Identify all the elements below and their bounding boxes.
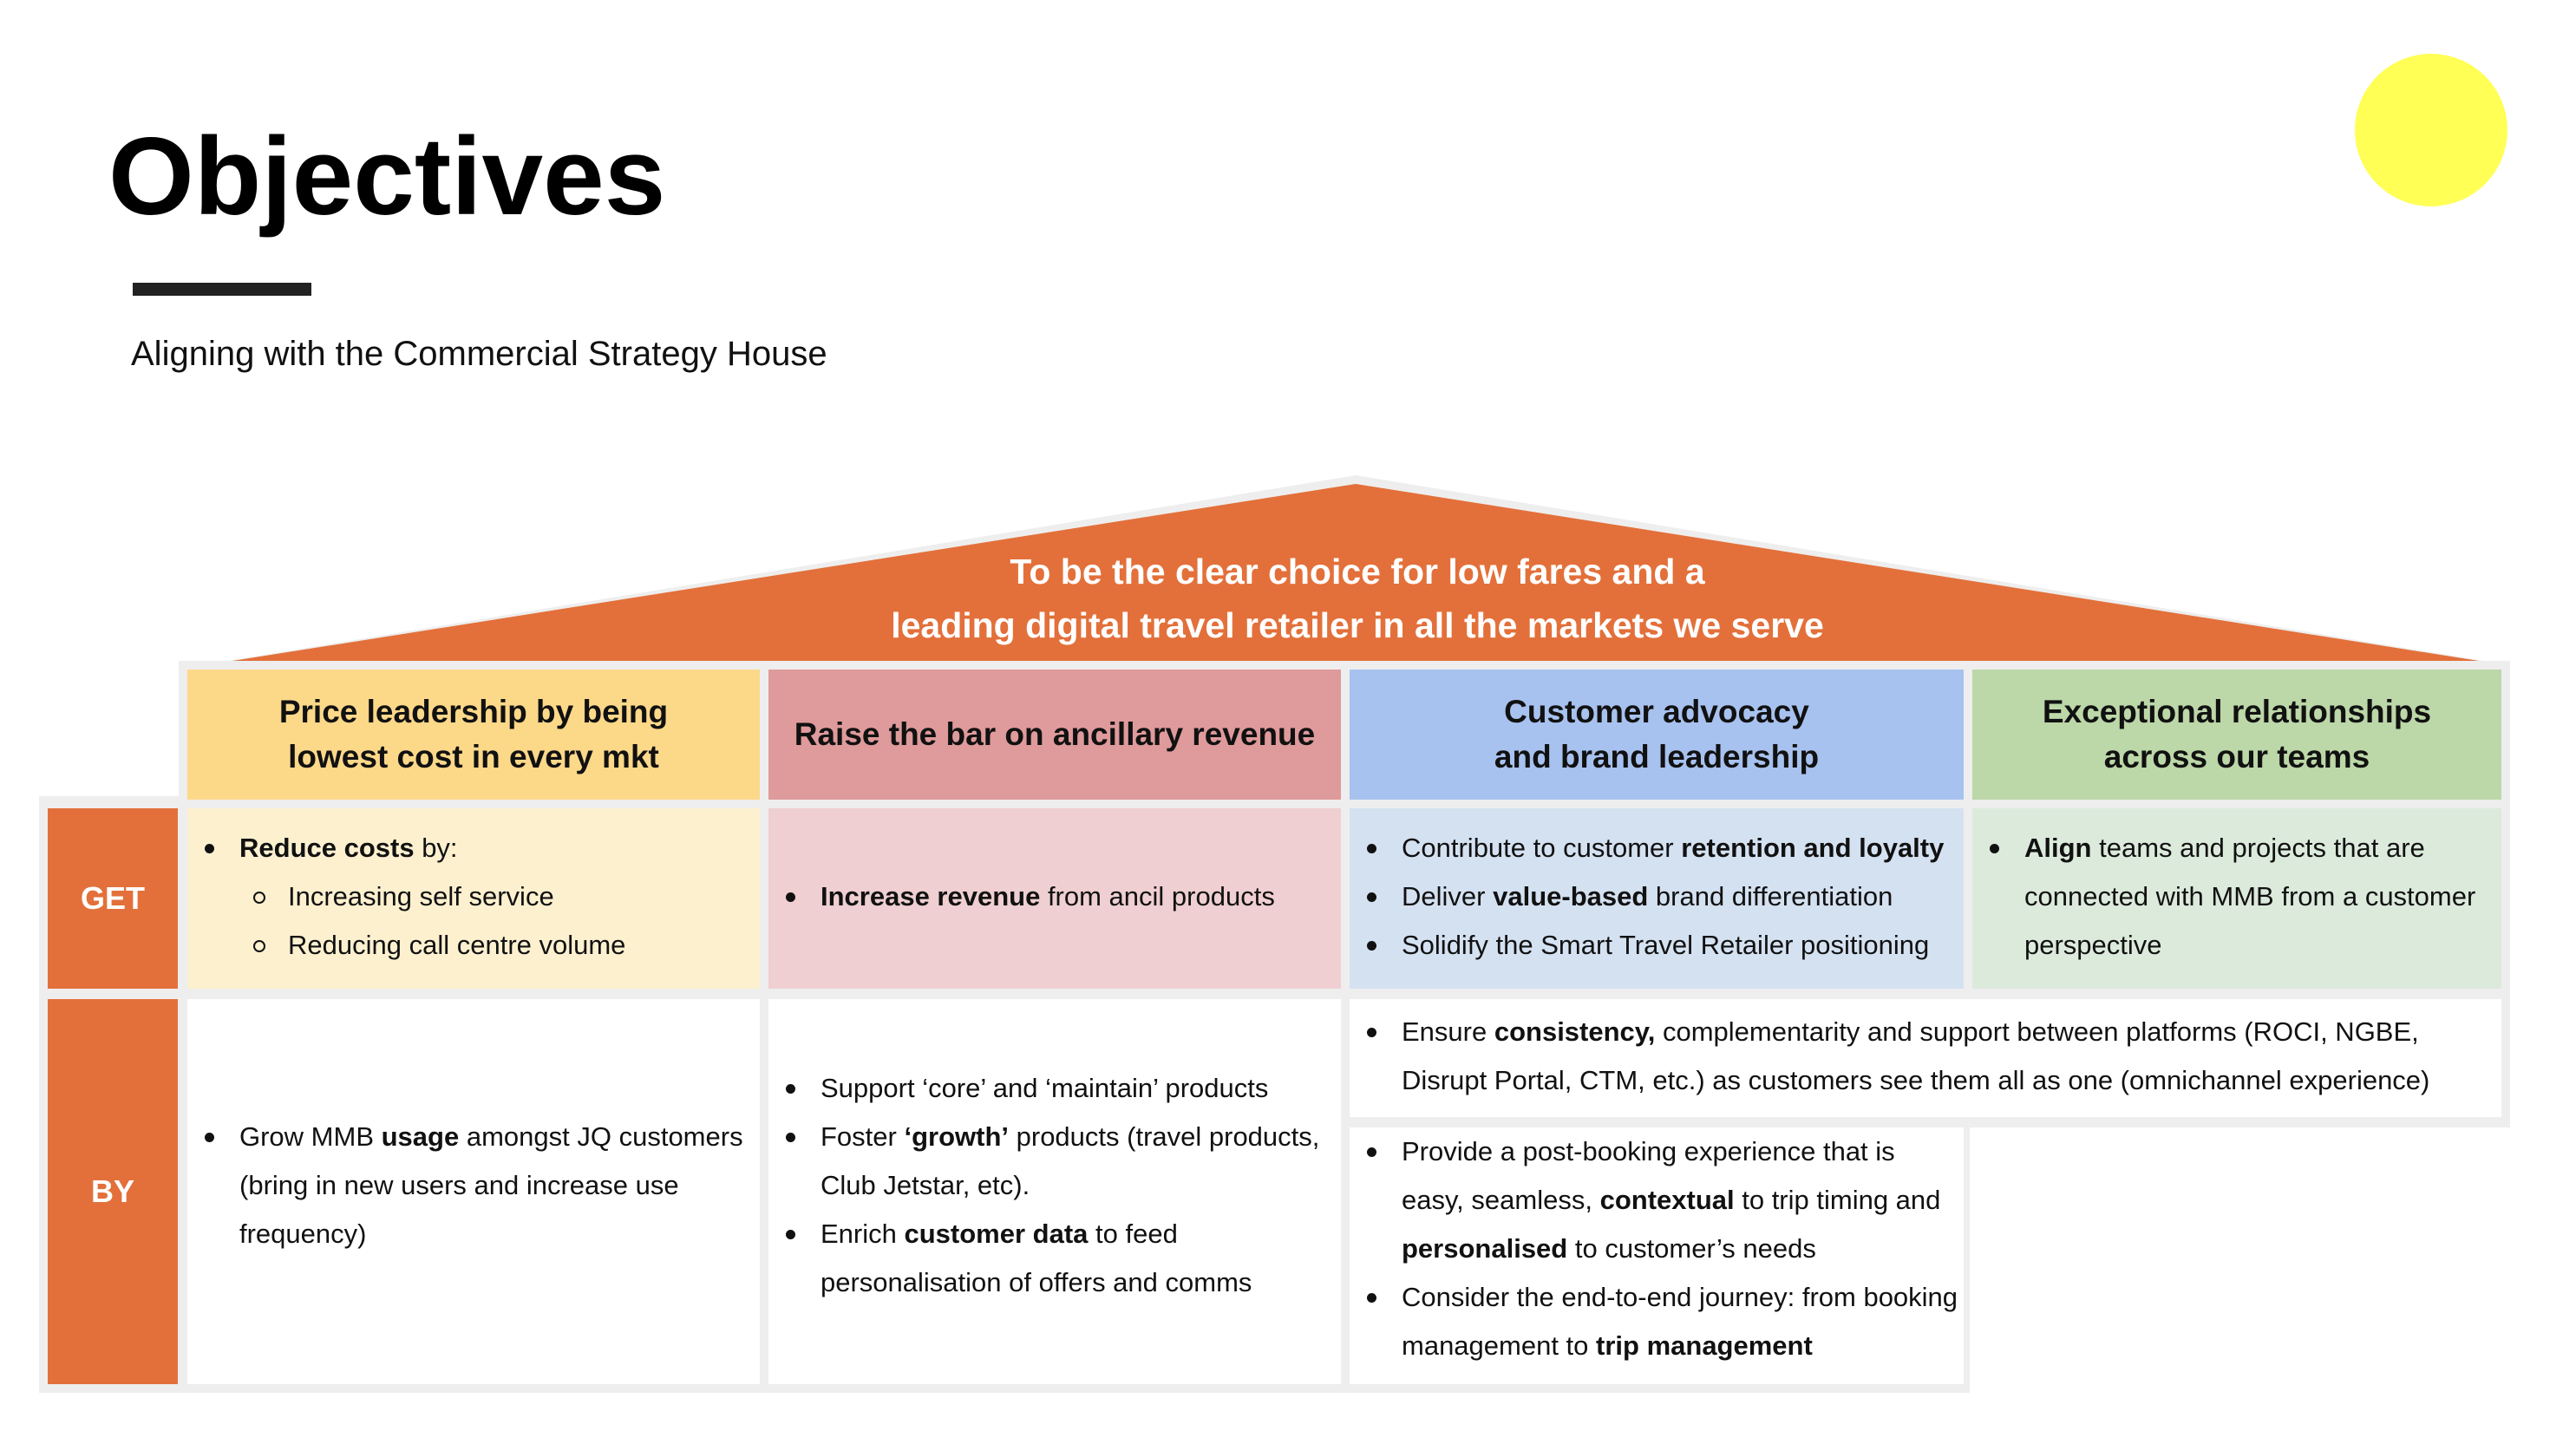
list-item: Support ‘core’ and ‘maintain’ products [768,1064,1341,1113]
list-item: Reduce costs by: [187,824,760,872]
get-cell-price-leadership [187,808,760,989]
pillar-header-relationships: Exceptional relationships across our teams [1972,670,2501,800]
pillar-header-ancillary-revenue: Raise the bar on ancillary revenue [768,670,1341,800]
list-item: Increasing self service [187,872,760,921]
list-item: Consider the end-to-end journey: from booking management to trip management [1350,1273,1964,1370]
vision-statement [607,545,2108,652]
list-item: Provide a post-booking experience that is easy, seamless, contextual to trip timing and personalised to customer’s needs [1350,1127,1964,1273]
list-item: Increase revenue from ancil products [768,872,1341,921]
page-title: Objectives [108,114,666,238]
list-item: Align teams and projects that are connected with MMB from a customer perspective [1972,824,2501,970]
get-cell-ancillary-revenue [768,808,1341,989]
row-label-get: GET [48,808,178,989]
by-cell-omnichannel [1350,999,2501,1117]
vision-line-2: leading digital travel retailer in all the markets we serve [891,605,1824,645]
get-cell-customer-advocacy [1350,808,1964,989]
by-cell-ancillary-revenue [768,999,1341,1384]
list-item: Foster ‘growth’ products (travel products, Club Jetstar, etc). [768,1113,1341,1210]
by-cell-customer-advocacy [1350,1127,1964,1384]
list-item: Ensure consistency, complementarity and support between platforms (ROCI, NGBE, Disrupt Portal, CTM, etc.) as customers see them all as one (omnichannel experience) [1350,1008,2501,1105]
list-item: Reducing call centre volume [187,921,760,970]
pillar-header-price-leadership: Price leadership by being lowest cost in every mkt [187,670,760,800]
list-item: Grow MMB usage amongst JQ customers (bring in new users and increase use frequency) [187,1113,760,1258]
pillar-header-customer-advocacy: Customer advocacy and brand leadership [1350,670,1964,800]
list-item: Enrich customer data to feed personalisation of offers and comms [768,1210,1341,1307]
vision-line-1: To be the clear choice for low fares and a [1010,552,1705,591]
by-cell-price-leadership [187,999,760,1384]
page-subtitle: Aligning with the Commercial Strategy House [131,335,827,373]
list-item: Contribute to customer retention and loyalty [1350,824,1964,872]
row-label-by: BY [48,999,178,1384]
list-item: Deliver value-based brand differentiation [1350,872,1964,921]
list-item: Solidify the Smart Travel Retailer positioning [1350,921,1964,970]
get-cell-relationships [1972,808,2501,989]
